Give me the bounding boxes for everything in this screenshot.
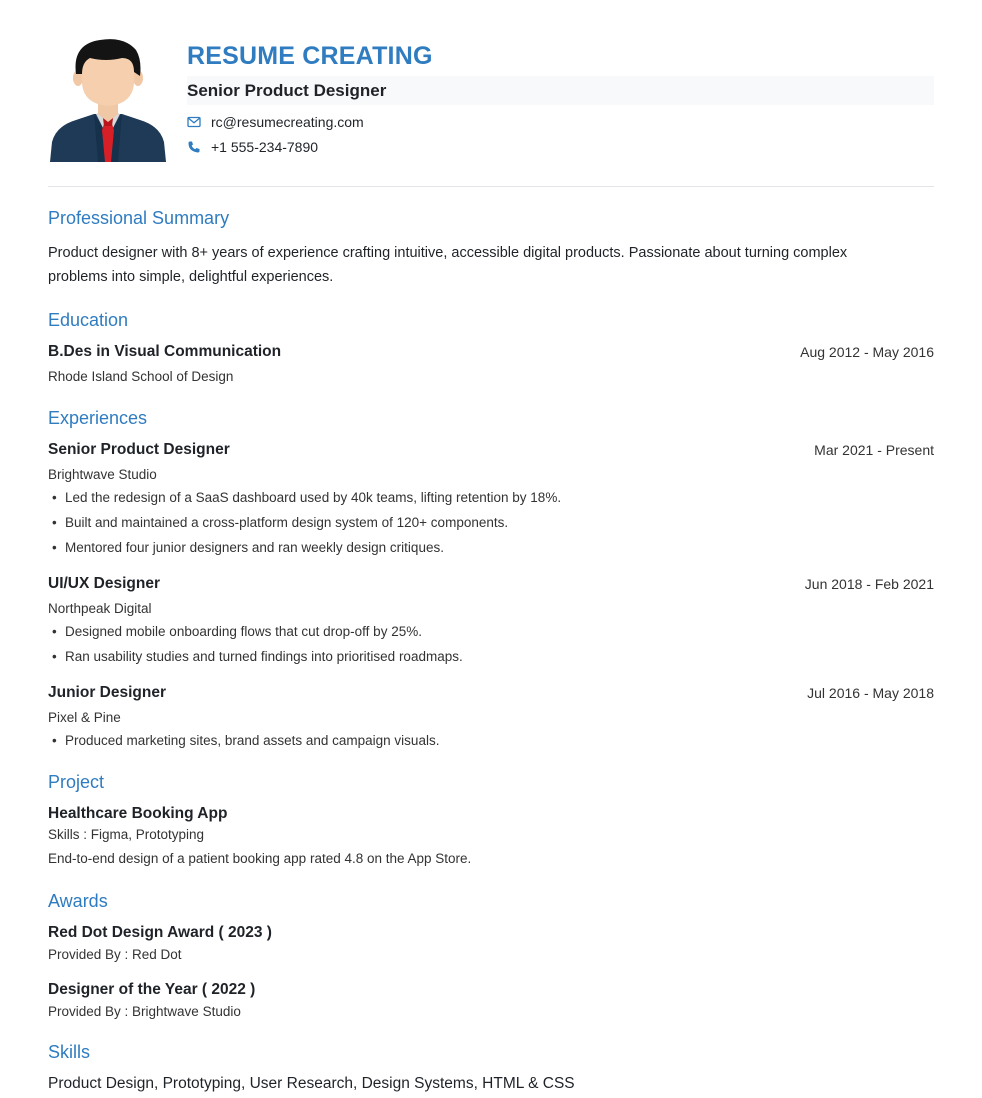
contact-email[interactable] (187, 113, 364, 131)
experience-bullet: • Mentored four junior designers and ran weekly design critiques. (52, 539, 444, 557)
experience-bullet: • Produced marketing sites, brand assets and campaign visuals. (52, 732, 439, 750)
experience-dates: Jun 2018 - Feb 2021 (804, 576, 934, 592)
experience-dates: Mar 2021 - Present (814, 442, 934, 458)
experience-role: Junior Designer (48, 684, 166, 701)
experience-dates: Jul 2016 - May 2018 (807, 685, 934, 701)
experience-role: UI/UX Designer (48, 575, 160, 592)
experience-bullet: • Led the redesign of a SaaS dashboard used by 40k teams, lifting retention by 18%. (52, 489, 561, 507)
award-name: Designer of the Year ( 2022 ) (48, 981, 256, 998)
email-text: rc@resumecreating.com (211, 114, 364, 130)
education-degree: B.Des in Visual Communication (48, 343, 282, 360)
phone-icon (187, 140, 201, 154)
person-avatar-icon (48, 38, 168, 162)
section-title-skills: Skills (48, 1042, 91, 1062)
award-name: Red Dot Design Award ( 2023 ) (48, 924, 272, 941)
contact-phone[interactable] (187, 138, 318, 156)
experience-role: Senior Product Designer (48, 441, 230, 458)
experience-company: Pixel & Pine (48, 710, 121, 725)
resume-name: RESUME CREATING (187, 42, 433, 70)
section-title-education: Education (48, 310, 129, 330)
resume-role: Senior Product Designer (187, 81, 387, 100)
experience-bullet: • Built and maintained a cross-platform design system of 120+ components. (52, 514, 508, 532)
phone-text: +1 555-234-7890 (211, 139, 319, 155)
award-provider: Provided By : Red Dot (48, 947, 182, 962)
experience-bullet: • Ran usability studies and turned findings into prioritised roadmaps. (52, 648, 463, 666)
section-title-experience: Experiences (48, 408, 148, 428)
header-divider (48, 186, 934, 187)
summary-line-2: problems into simple, delightful experiences. (48, 269, 334, 285)
section-title-awards: Awards (48, 891, 108, 911)
section-title-project: Project (48, 772, 105, 792)
project-name: Healthcare Booking App (48, 805, 228, 822)
experience-company: Northpeak Digital (48, 601, 152, 616)
project-description: End-to-end design of a patient booking app rated 4.8 on the App Store. (48, 851, 472, 866)
experience-bullet: • Designed mobile onboarding flows that cut drop-off by 25%. (52, 623, 422, 641)
award-provider: Provided By : Brightwave Studio (48, 1004, 241, 1019)
skills-list: Product Design, Prototyping, User Research, Design Systems, HTML & CSS (48, 1075, 575, 1092)
project-skills: Skills : Figma, Prototyping (48, 827, 205, 842)
section-title-summary: Professional Summary (48, 208, 230, 228)
envelope-icon (187, 115, 201, 129)
education-school: Rhode Island School of Design (48, 369, 234, 384)
experience-company: Brightwave Studio (48, 467, 157, 482)
education-dates: Aug 2012 - May 2016 (800, 344, 934, 360)
summary-line-1: Product designer with 8+ years of experience crafting intuitive, accessible digital products. Passionate about turning complex (48, 245, 848, 261)
